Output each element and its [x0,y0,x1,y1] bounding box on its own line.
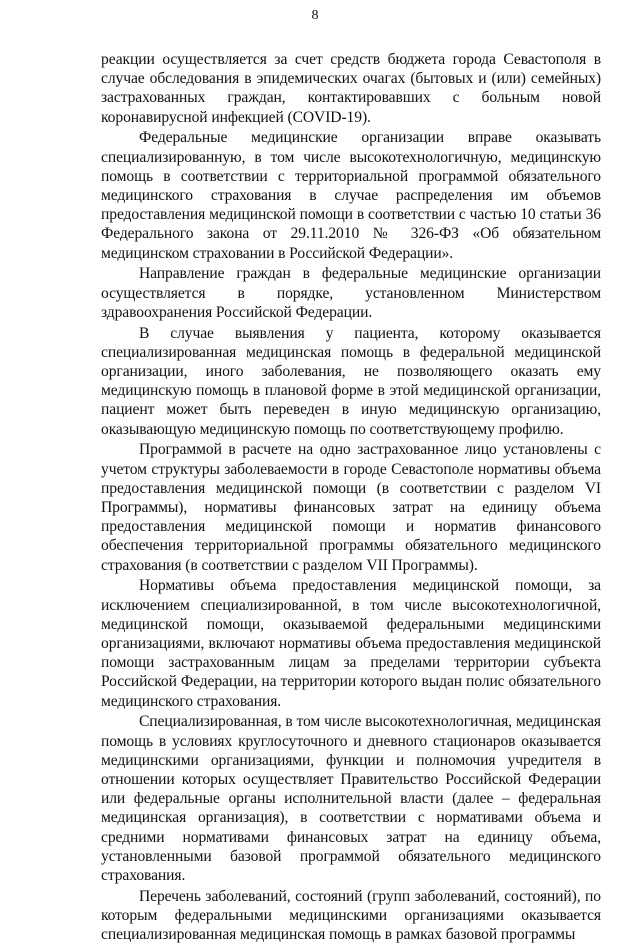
document-body [101,50,601,946]
paragraph-referral: Направление граждан в федеральные медицинские организации осуществляется в порядке, установленном Министерством здравоохранения Российской Федерации. [101,265,601,321]
paragraph-patient-transfer: В случае выявления у пациента, которому оказывается специализированная медицинская помощь в федеральной медицинской организации, иного заболевания, не позволяющего оказать ему медицинскую помощь в плановой форме в этой медицинской организации, пациент может быть переведен в иную медицинскую организацию, оказывающую медицинскую помощь по соответствующему профилю. [101,324,601,438]
paragraph-volume-norms: Нормативы объема предоставления медицинской помощи, за исключением специализированной, в том числе высокотехнологичной, медицинской помощи, оказываемой федеральными медицинскими организациями, включают нормативы объема предоставления медицинской помощи застрахованным лицам за пределами территории субъекта Российской Федерации, на территории которого выдан полис обязательного медицинского страхования. [101,577,601,710]
paragraph-specialized-care: Специализированная, в том числе высокотехнологичная, медицинская помощь в условиях круглосуточного и дневного стационаров оказывается медицинскими организациями, функции и полномочия учредителя в отношении которых осуществляет Правительство Российской Федерации или федеральные органы исполнительной власти (далее – федеральная медицинская организация), в соответствии с нормативами объема и средними нормативами финансовых затрат на единицу объема, установленными базовой программой обязательного медицинского страхования. [101,713,601,885]
paragraph-continuation: реакции осуществляется за счет средств бюджета города Севастополя в случае обследования в эпидемических очагах (бытовых и (или) семейных) застрахованных граждан, контактировавших с больным новой коронавирусной инфекцией (COVID-19). [101,51,601,126]
page-number: 8 [311,8,319,23]
paragraph-federal-organizations: Федеральные медицинские организации вправе оказывать специализированную, в том числе высокотехнологичную, медицинскую помощь в соответствии с территориальной программой обязательного медицинского страхования в случае распределения им объемов предоставления медицинской помощи в соответствии с частью 10 статьи 36 Федерального закона от 29.11.2010 № 326-ФЗ «Об обязательном медицинском страховании в Российской Федерации». [101,129,601,262]
paragraph-disease-list: Перечень заболеваний, состояний (групп заболеваний, состояний), по которым федеральными медицинскими организациями оказывается специализированная медицинская помощь в рамках базовой программы [101,887,601,944]
paragraph-program-norms: Программой в расчете на одно застрахованное лицо установлены с учетом структуры заболеваемости в городе Севастополе нормативы объема предоставления медицинской помощи (в соответствии с разделом VI Программы), нормативы финансовых затрат на единицу объема предоставления медицинской помощи и норматив финансового обеспечения территориальной программы обязательного медицинского страхования (в соответствии с разделом VII Программы). [101,441,601,574]
